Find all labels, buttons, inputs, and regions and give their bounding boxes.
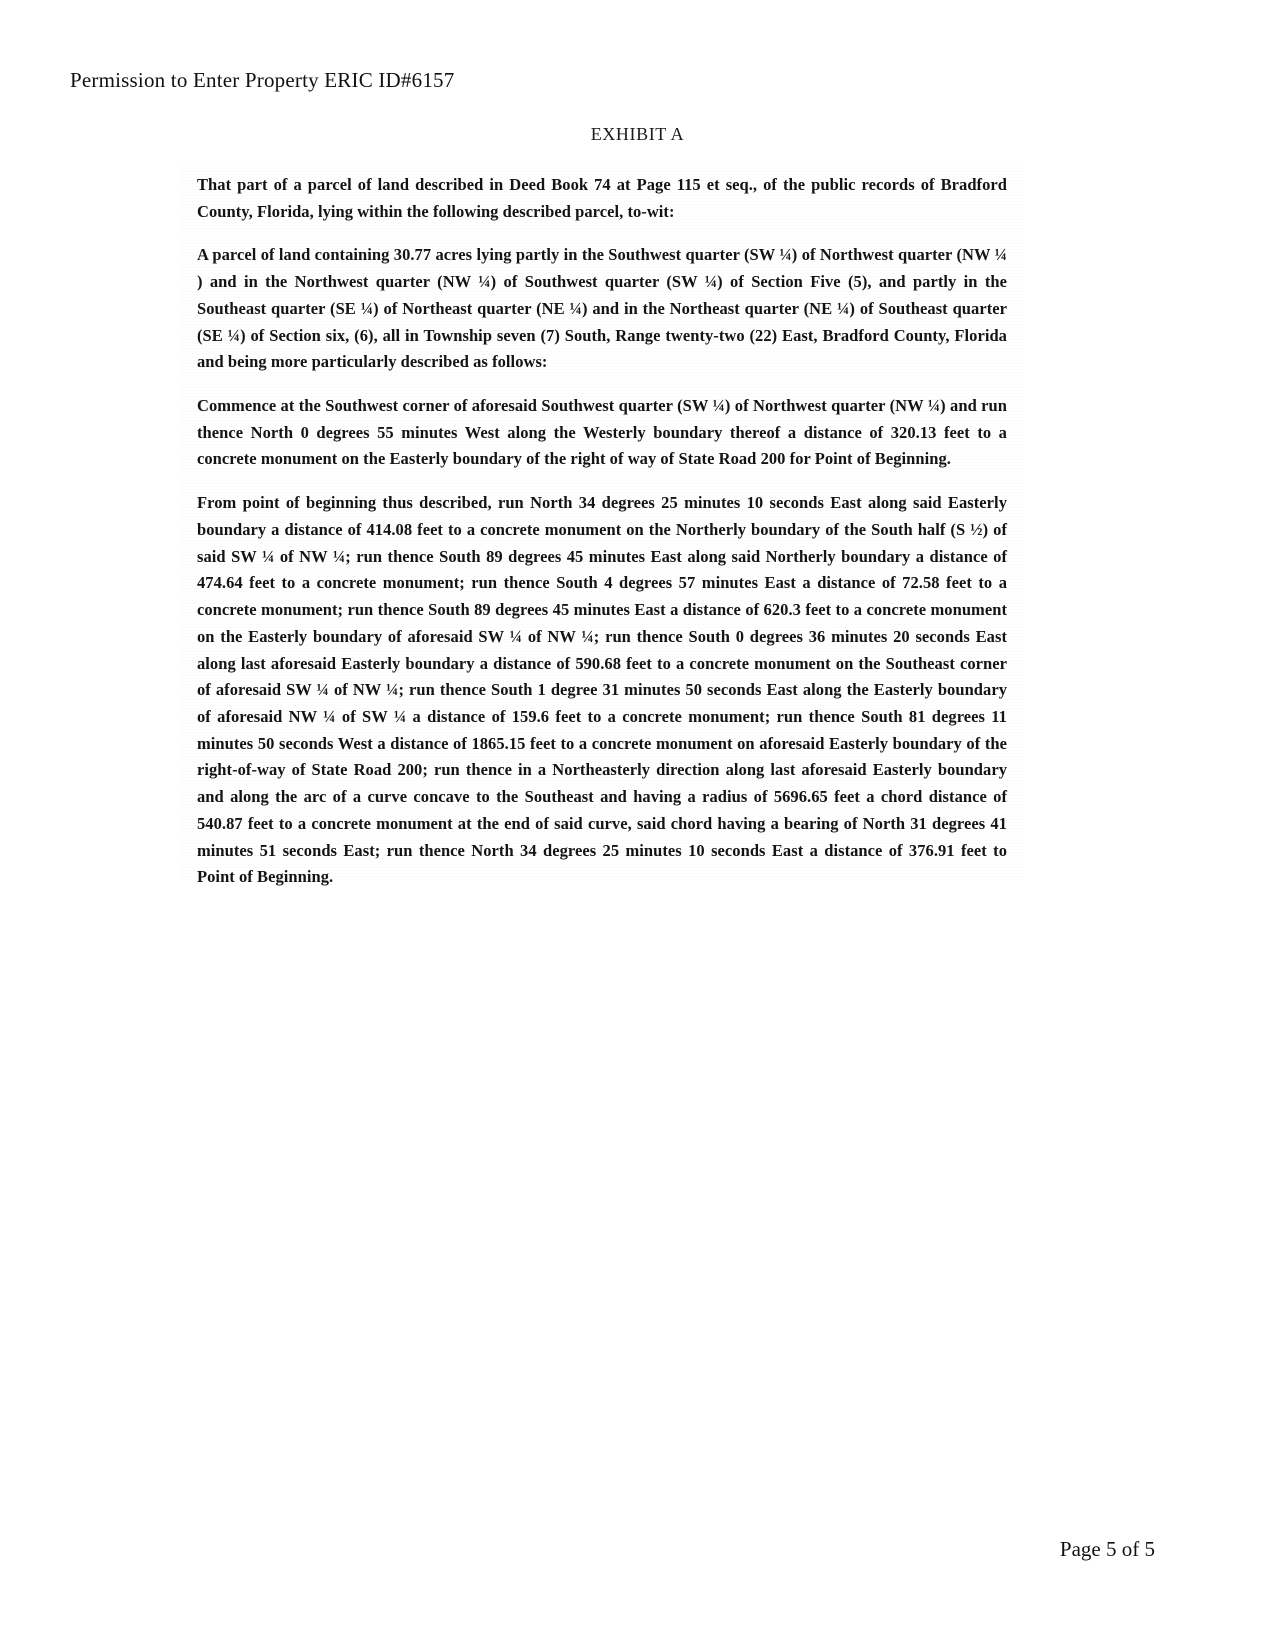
document-header-title: Permission to Enter Property ERIC ID#6157 (70, 68, 455, 92)
paragraph-metes-and-bounds: From point of beginning thus described, run North 34 degrees 25 minutes 10 seconds East along said Easterly boundary a distance of 414.08 feet to a concrete monument on the Northerly boundary of the South half (S ½) of said SW ¼ of NW ¼; run thence South 89 degrees 45 minutes East along said Northerly boundary a distance of 474.64 feet to a concrete monument; run thence South 4 degrees 57 minutes East a distance of 72.58 feet to a concrete monument; run thence South 89 degrees 45 minutes East a distance of 620.3 feet to a concrete monument on the Easterly boundary of aforesaid SW ¼ of NW ¼; run thence South 0 degrees 36 minutes 20 seconds East along last aforesaid Easterly boundary a distance of 590.68 feet to a concrete monument on the Southeast corner of aforesaid SW ¼ of NW ¼; run thence South 1 degree 31 minutes 50 seconds East along the Easterly boundary of aforesaid NW ¼ of SW ¼ a distance of 159.6 feet to a concrete monument; run thence South 81 degrees 11 minutes 50 seconds West a distance of 1865.15 feet to a concrete monument on aforesaid Easterly boundary of the right-of-way of State Road 200; run thence in a Northeasterly direction along last aforesaid Easterly boundary and along the arc of a curve concave to the Southeast and having a radius of 5696.65 feet a chord distance of 540.87 feet to a concrete monument at the end of said curve, said chord having a bearing of North 31 degrees 41 minutes 51 seconds East; run thence North 34 degrees 25 minutes 10 seconds East a distance of 376.91 feet to Point of Beginning. (197, 493, 1007, 887)
exhibit-title: EXHIBIT A (590, 124, 685, 144)
paragraph-parcel-description: A parcel of land containing 30.77 acres lying partly in the Southwest quarter (SW ¼) of Northwest quarter (NW ¼ ) and in the Northwest quarter (NW ¼) of Southwest quarter (SW ¼) of Section Five (5), and partly in the Southeast quarter (SE ¼) of Northeast quarter (NE ¼) and in the Northeast quarter (NE ¼) of Southeast quarter (SE ¼) of Section six, (6), all in Township seven (7) South, Range twenty-two (22) East, Bradford County, Florida and being more particularly described as follows: (197, 245, 1007, 372)
paragraph-deed-reference: That part of a parcel of land described in Deed Book 74 at Page 115 et seq., of the public records of Bradford County, Florida, lying within the following described parcel, to-wit: (197, 175, 1007, 221)
page-footer: Page 5 of 5 (1059, 1537, 1155, 1561)
paragraph-point-of-beginning: Commence at the Southwest corner of aforesaid Southwest quarter (SW ¼) of Northwest quarter (NW ¼) and run thence North 0 degrees 55 minutes West along the Westerly boundary thereof a distance of 320.13 feet to a concrete monument on the Easterly boundary of the right of way of State Road 200 for Point of Beginning. (197, 396, 1007, 469)
legal-description-body (197, 172, 1007, 891)
